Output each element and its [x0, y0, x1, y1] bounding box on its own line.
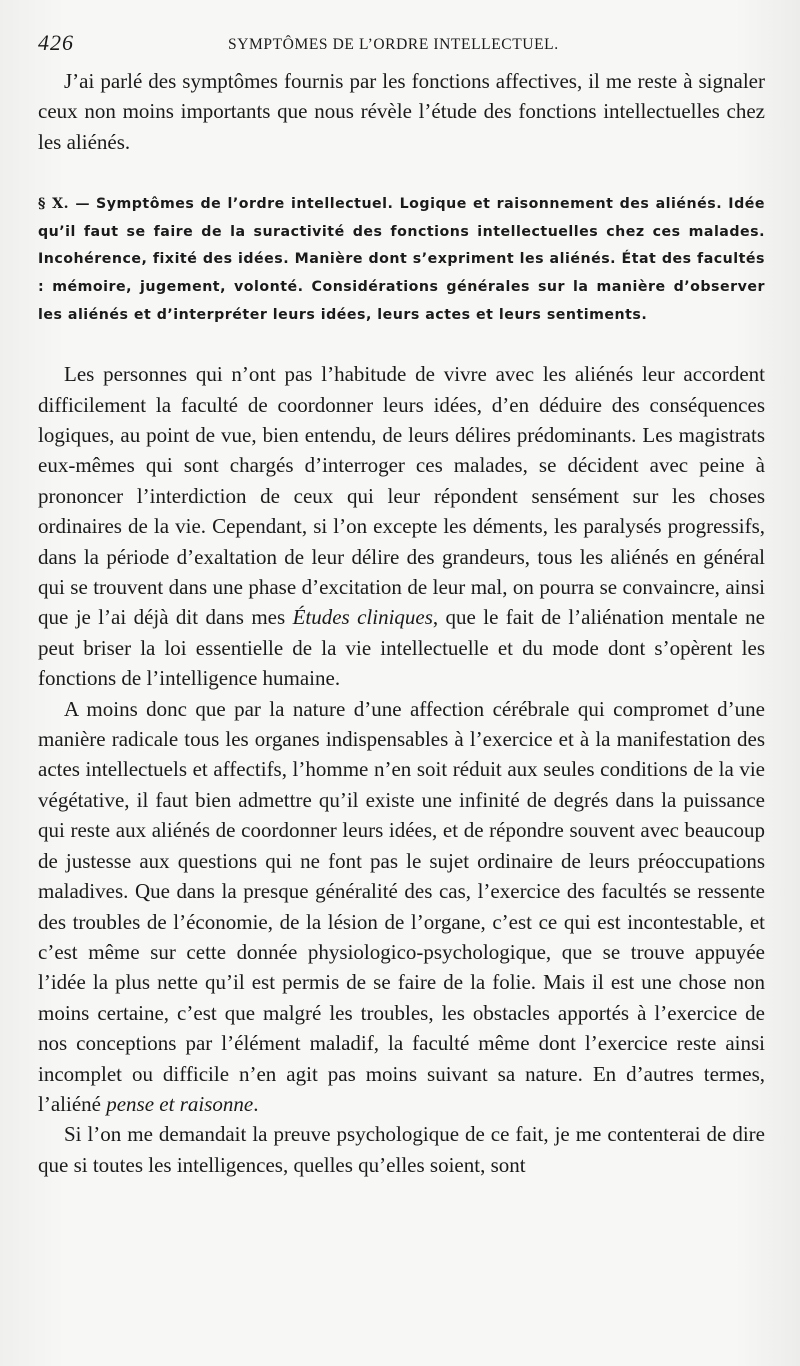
- paragraph-faculties: [38, 694, 765, 1120]
- section-heading: [38, 191, 765, 329]
- paragraph-logic: [38, 359, 765, 693]
- book-title-italic: Études cliniques: [292, 605, 433, 630]
- paragraph-faculties-text-b: .: [253, 1091, 259, 1116]
- running-head: [38, 30, 768, 60]
- paragraph-logic-text-b: , que le fait de l’aliénation mentale ne peut briser la loi essentielle de la vie intellectuelle et du mode dont s’opèrent les fonctions de l’intelligence humaine.: [38, 605, 765, 691]
- paragraph-logic-text-a: Les personnes qui n’ont pas l’habitude de vivre avec les aliénés leur accordent difficilement la faculté de coordonner leurs idées, d’en déduire des conséquences logiques, au point de vue, bien entendu, de leurs délires prédominants. Les magistrats eux-mêmes qui sont chargés d’interroger ces malades, se décident avec peine à prononcer l’interdiction de ceux qui leur répondent sensément sur les choses ordinaires de la vie. Cependant, si l’on excepte les déments, les paralysés progressifs, dans la période d’exaltation de leur délire des grandeurs, tous les aliénés en général qui se trouvent dans une phase d’excitation de leur mal, on pourra se convaincre, ainsi que je l’ai déjà dit dans mes: [38, 362, 765, 630]
- paragraph-faculties-text-a: A moins donc que par la nature d’une affection cérébrale qui compromet d’une manière radicale tous les organes indispensables à l’exercice et à la manifestation des actes intellectuels et affectifs, l’homme n’en soit réduit aux seules conditions de la vie végétative, il faut bien admettre qu’il existe une infinité de degrés dans la puissance qui reste aux aliénés de coordonner leurs idées, et de répondre souvent avec beaucoup de justesse aux questions qui ne font pas le sujet ordinaire de leurs préoccupations maladives. Que dans la presque généralité des cas, l’exercice des facultés se ressente des troubles de l’économie, de la lésion de l’organe, c’est ce qui est incontestable, et c’est même sur cette donnée physiologico-psychologique, que se trouve appuyée l’idée la plus nette qu’il est permis de se faire de la folie. Mais il est une chose non moins certaine, c’est que malgré les troubles, les obstacles apportés à l’exercice de nos conceptions par l’élément maladif, la faculté même dont l’exercice reste ainsi incomplet ou difficile n’en agit pas moins suivant sa nature. En d’autres termes, l’aliéné: [38, 696, 765, 1116]
- section-summary: Symptômes de l’ordre intellectuel. Logique et raisonnement des aliénés. Idée qu’il faut se faire de la suractivité des fonctions intellectuelles chez ces malades. Incohérence, fixité des idées. Manière dont s’expriment les aliénés. État des facultés : mémoire, jugement, volonté. Considérations générales sur la manière d’observer les aliénés et d’interpréter leurs idées, leurs actes et leurs sentiments.: [38, 196, 765, 323]
- paragraph-proof: Si l’on me demandait la preuve psychologique de ce fait, je me contenterai de dire que si toutes les intelligences, quelles qu’elles soient, sont: [38, 1122, 765, 1177]
- running-title: SYMPTÔMES DE L’ORDRE INTELLECTUEL.: [228, 36, 559, 53]
- page-number: 426: [38, 30, 74, 55]
- emphasis-italic: pense et raisonne: [106, 1091, 254, 1116]
- page-body: [38, 66, 765, 1180]
- paragraph-intro: J’ai parlé des symptômes fournis par les fonctions affectives, il me reste à signaler ceux non moins importants que nous révèle l’étude des fonctions intellectuelles chez les aliénés.: [38, 69, 765, 154]
- section-mark: § X. —: [38, 196, 91, 213]
